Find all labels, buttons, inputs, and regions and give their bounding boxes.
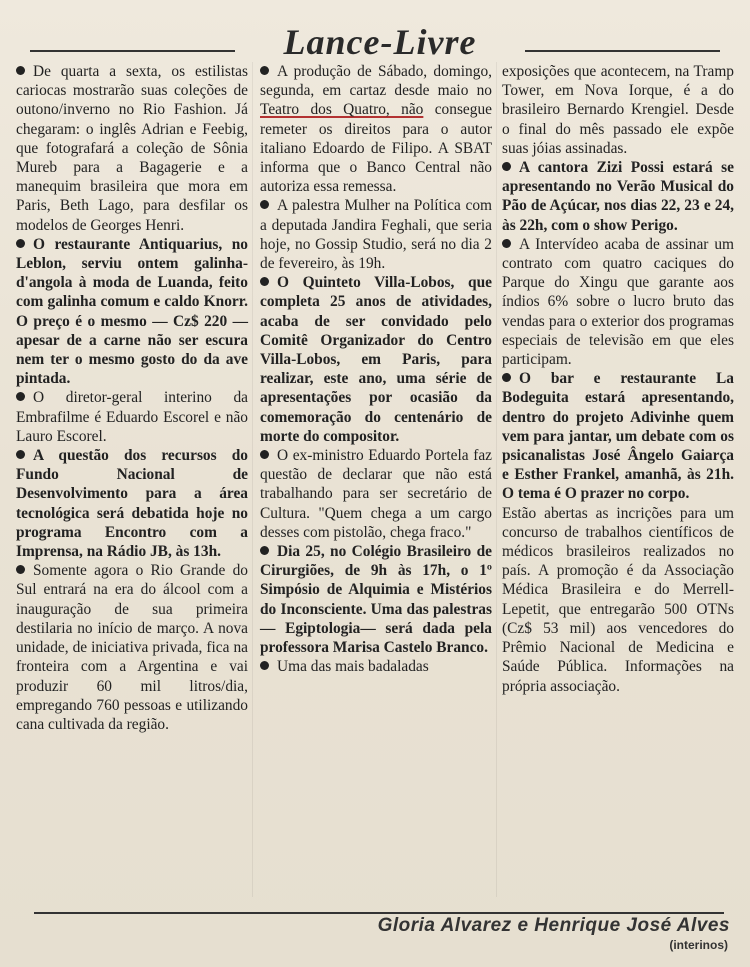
column-2 <box>260 62 492 677</box>
news-item <box>260 62 492 196</box>
news-item-closing <box>502 504 734 696</box>
column-header <box>30 10 720 60</box>
column-gutter <box>252 62 253 897</box>
red-underlined-text: Teatro dos Quatro, não <box>260 101 424 119</box>
news-item <box>16 62 248 235</box>
bullet-icon <box>260 546 269 555</box>
item-text: exposições que acontecem, na Tramp Tower, em Nova Iorque, é a do brasileiro Bernardo Krengiel. Desde o final do mês passado ele expõe suas jóias assinadas. <box>502 63 734 157</box>
column-1 <box>16 62 248 734</box>
bullet-icon <box>260 66 269 75</box>
item-text: consegue remeter os direitos para o autor italiano Edoardo de Filipo. A SBAT informa que o Banco Central não autoriza essa remessa. <box>260 101 492 196</box>
item-text: De quarta a sexta, os estilistas cariocas mostrarão suas coleções de outono/inverno no Rio Fashion. Já chegaram: o inglês Adrian e Feebig, que fotografará a coleção de Sônia Mureb para a Bagagerie e a manequim brasileira que mora em Paris, Beth Lago, para desfilar os modelos de Georges Henri. <box>16 63 248 234</box>
news-item <box>502 235 734 369</box>
bullet-icon <box>260 450 269 459</box>
item-text: Dia 25, no Colégio Brasileiro de Cirurgiões, de 9h às 17h, o 1º Simpósio de Alquimia e Mistérios do Inconsciente. Uma das palestras — Egiptologia— será dada pela professora Marisa Castelo Branco. <box>260 543 492 657</box>
news-item <box>16 561 248 734</box>
item-text: O ex-ministro Eduardo Portela faz questão de declarar que não está trabalhando para ser secretário de Cultura. "Quem chega a um cargo desses com pistolão, chega fraco." <box>260 447 492 541</box>
news-item <box>16 235 248 389</box>
bullet-icon <box>260 200 269 209</box>
news-item <box>260 273 492 446</box>
bullet-icon <box>502 373 511 382</box>
bullet-icon <box>16 450 25 459</box>
item-text: O diretor-geral interino da Embrafilme é Eduardo Escorel e não Lauro Escorel. <box>16 389 248 445</box>
item-text: O restaurante Antiquarius, no Leblon, serviu ontem galinha-d'angola à moda de Luanda, feito com galinha comum e caldo Knorr. O preço é o mesmo — Cz$ 220 — apesar de a carne não ser escura nem ter o mesmo gosto do da ave pintada. <box>16 235 248 388</box>
item-text: A cantora Zizi Possi estará se apresentando no Verão Musical do Pão de Açúcar, nos dias 22, 23 e 24, às 22h, com o show Perigo. <box>502 159 734 234</box>
bullet-icon <box>502 162 511 171</box>
item-text: A produção de Sábado, domingo, segunda, em cartaz desde maio no <box>260 63 492 100</box>
header-rule-right <box>525 50 720 52</box>
item-text: O Quinteto Villa-Lobos, que completa 25 anos de atividades, acaba de ser convidado pelo Comitê Organizador do Centro Villa-Lobos, em Paris, para realizar, este ano, uma série de apresentações por ocasião da comemoração do centenário de morte do compositor. <box>260 274 492 445</box>
news-item <box>260 542 492 657</box>
bullet-icon <box>260 277 269 286</box>
news-item <box>16 388 248 446</box>
byline-note: (interinos) <box>669 938 728 952</box>
news-item <box>16 446 248 561</box>
header-rule-left <box>30 50 235 52</box>
bullet-icon <box>16 66 25 75</box>
bullet-icon <box>502 239 511 248</box>
item-text: Somente agora o Rio Grande do Sul entrará na era do álcool com a inauguração de sua primeira destilaria no início de março. A nova unidade, de iniciativa privada, fica na fronteira com a Argentina e vai produzir 60 mil litros/dia, empregando 760 pessoas e utilizando cana cultivada da região. <box>16 562 248 733</box>
bullet-icon <box>260 661 269 670</box>
item-text: A palestra Mulher na Política com a deputada Jandira Feghali, que seria hoje, no Gossip Studio, será no dia 2 de fevereiro, às 19h. <box>260 197 492 273</box>
news-item <box>502 158 734 235</box>
bullet-icon <box>16 565 25 574</box>
bullet-icon <box>16 239 25 248</box>
item-text: Uma das mais badaladas <box>277 658 429 676</box>
news-item-continuation <box>502 62 734 158</box>
bullet-icon <box>16 392 25 401</box>
news-item <box>260 446 492 542</box>
news-item <box>502 369 734 503</box>
column-gutter <box>496 62 497 897</box>
item-text: O bar e restaurante La Bodeguita estará apresentando, dentro do projeto Adivinhe quem vem para jantar, um debate com os psicanalistas José Ângelo Gaiarça e Esther Frankel, amanhã, às 21h. O tema é O prazer no corpo. <box>502 370 734 503</box>
item-text: Estão abertas as incrições para um concurso de trabalhos científicos de médicos brasileiros realizados no país. A promoção é da Associação Médica Brasileira e do Merrell-Lepetit, que entregarão 500 OTNs (Cz$ 53 mil) aos vencedores do Prêmio Nacional de Medicina e Saúde Pública. Informações na própria associação. <box>502 504 734 695</box>
item-text: A questão dos recursos do Fundo Nacional de Desenvolvimento para a área tecnológica será debatida hoje no programa Encontro com a Imprensa, na Rádio JB, às 13h. <box>16 447 248 561</box>
news-item <box>260 657 492 676</box>
news-item <box>260 196 492 273</box>
column-title: Lance-Livre <box>283 22 477 62</box>
item-text: A Intervídeo acaba de assinar um contrato com quatro caciques do Parque do Xingu que garante aos índios 6% sobre o lucro bruto das vendas para o exterior dos programas especiais de televisão em que eles participam. <box>502 235 734 369</box>
footer-rule <box>34 912 724 914</box>
byline: Gloria Alvarez e Henrique José Alves <box>377 915 730 936</box>
column-3 <box>502 62 734 696</box>
